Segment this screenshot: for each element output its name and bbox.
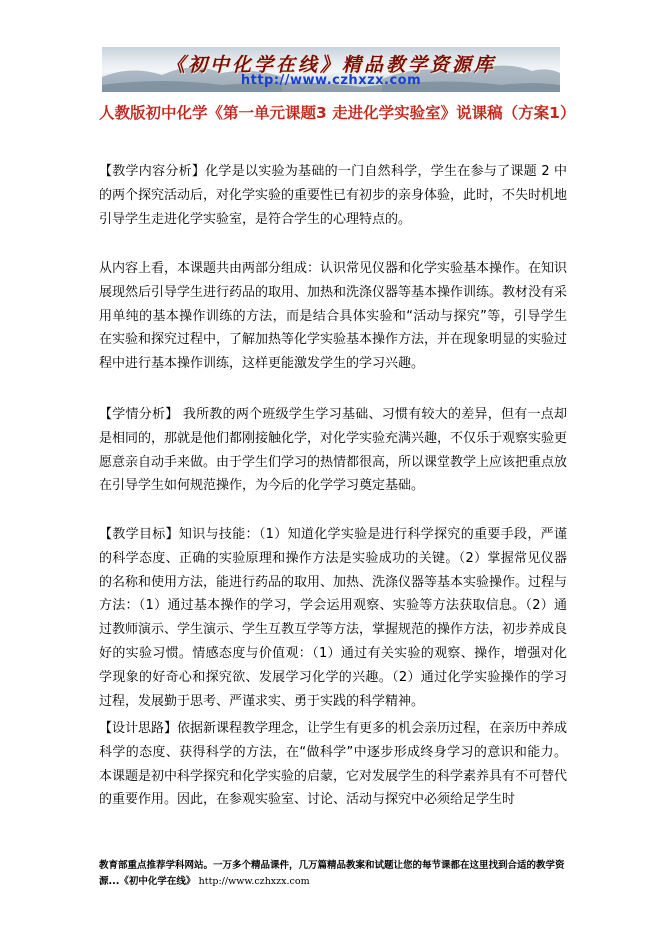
document-title: 人教版初中化学《第一单元课题3 走进化学实验室》说课稿（方案1） xyxy=(99,104,576,122)
paragraph-content-analysis: 【教学内容分析】化学是以实验为基础的一门自然科学，学生在参与了课题 2 中的两个探究活动后，对化学实验的重要性已有初步的亲身体验，此时，不失时机地引导学生走进化学实验室，是符合学生的心理特点的。 xyxy=(99,164,568,227)
footer-text: 教育部重点推荐学科网站。一万多个精品课件，几万篇精品教案和试题让您的每节课都在这里找到合适的教学资源...《初中化学在线》 xyxy=(99,860,565,887)
paragraph-student-analysis: 【学情分析】 我所教的两个班级学生学习基础、习惯有较大的差异，但有一点却是相同的，那就是他们都刚接触化学，对化学实验充满兴趣，不仅乐于观察实验更愿意亲自动手来做。由于学生们学习的热情都很高，所以课堂教学上应该把重点放在引导学生如何规范操作，为今后的化学学习奠定基础。 xyxy=(99,407,568,494)
paragraph-content-overview: 从内容上看，本课题共由两部分组成：认识常见仪器和化学实验基本操作。在知识展现然后引导学生进行药品的取用、加热和洗涤仪器等基本操作训练。教材没有采用单纯的基本操作训练的方法，而是结合具体实验和“活动与探究”等，引导学生在实验和探究过程中，了解加热等化学实验基本操作方法，并在现象明显的实验过程中进行基本操作训练，这样更能激发学生的学习兴趣。 xyxy=(99,261,568,372)
page-footer xyxy=(99,858,567,890)
footer-url[interactable]: http://www.czhxzx.com xyxy=(198,876,310,887)
header-banner xyxy=(102,47,560,92)
banner-url[interactable]: http://www.czhxzx.com xyxy=(240,73,422,88)
banner-title: 《初中化学在线》精品教学资源库 xyxy=(165,54,496,76)
paragraph-design-ideas: 【设计思路】依据新课程教学理念，让学生有更多的机会亲历过程，在亲历中养成科学的态度、获得科学的方法，在“做科学”中逐步形成终身学习的意识和能力。本课题是初中科学探究和化学实验的启蒙，它对发展学生的科学素养具有不可替代的重要作用。因此，在参观实验室、讨论、活动与探究中必须给足学生时 xyxy=(99,721,568,808)
paragraph-teaching-goals: 【教学目标】知识与技能：（1）知道化学实验是进行科学探究的重要手段，严谨的科学态度、正确的实验原理和操作方法是实验成功的关键。（2）掌握常见仪器的名称和使用方法，能进行药品的取用、加热、洗涤仪器等基本实验操作。过程与方法：（1）通过基本操作的学习，学会运用观察、实验等方法获取信息。（2）通过教师演示、学生演示、学生互教互学等方法，掌握规范的操作方法，初步养成良好的实验习惯。情感态度与价值观：（1）通过有关实验的观察、操作，增强对化学现象的好奇心和探究欲、发展学习化学的兴趣。（2）通过化学实验操作的学习过程，发展勤于思考、严谨求实、勇于实践的科学精神。 xyxy=(99,527,568,709)
